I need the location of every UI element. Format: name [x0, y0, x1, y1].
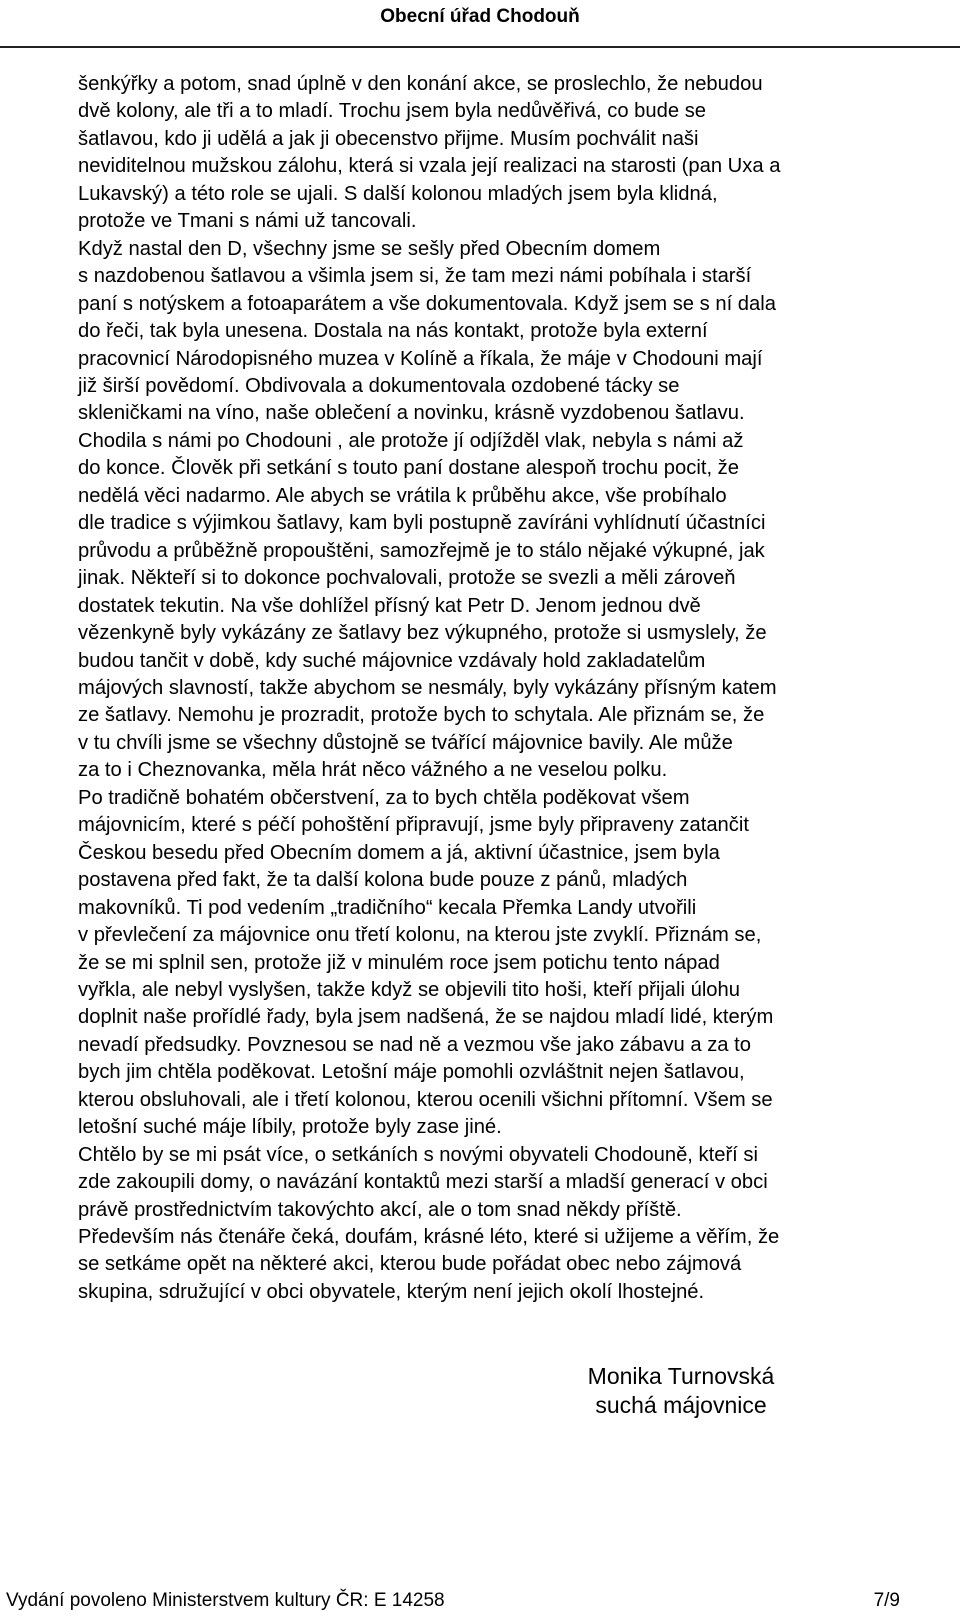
text-line: skleničkami na víno, naše oblečení a novinku, krásně vyzdobenou šatlavu. [78, 402, 745, 425]
text-line: vyřkla, ale nebyl vyslyšen, takže když se objevili tito hoši, kteří přijali úlohu [78, 978, 740, 1001]
page-header [0, 0, 960, 50]
text-line: letošní suché máje líbily, protože byly zase jiné. [78, 1116, 502, 1139]
page-number: 7/9 [873, 1590, 900, 1611]
text-line: se setkáme opět na některé akci, kterou bude pořádat obec nebo zájmová [78, 1253, 742, 1276]
text-line: májových slavností, takže abychom se nesmály, byly vykázány přísným katem [78, 676, 777, 699]
text-line: protože ve Tmani s námi už tancovali. [78, 210, 417, 233]
text-line: májovnicím, které s péčí pohoštění připravují, jsme byly připraveny zatančit [78, 814, 749, 837]
text-line: Chtělo by se mi psát více, o setkáních s novými obyvateli Chodouně, kteří si [78, 1143, 758, 1166]
signature-name: Monika Turnovská [587, 1363, 775, 1389]
text-line: zde zakoupili domy, o navázání kontaktů mezi starší a mladší generací v obci [78, 1171, 768, 1194]
text-line: makovníků. Ti pod vedením „tradičního“ kecala Přemka Landy utvořili [78, 896, 697, 919]
text-line: nedělá věci nadarmo. Ale abych se vrátila k průběhu akce, vše probíhalo [78, 484, 727, 507]
text-line: šenkýřky a potom, snad úplně v den konání akce, se proslechlo, že nebudou [78, 73, 763, 95]
text-line: doplnit naše prořídlé řady, byla jsem nadšená, že se najdou mladí lidé, kterým [78, 1006, 774, 1029]
page-footer [0, 1590, 960, 1620]
text-line: ze šatlavy. Nemohu je prozradit, protože bych to schytala. Ale přiznám se, že [78, 704, 765, 727]
text-line: v převlečení za májovnice onu třetí kolonu, na kterou jste zvyklí. Přiznám se, [78, 924, 762, 947]
text-line: Českou besedu před Obecním domem a já, aktivní účastnice, jsem byla [78, 841, 720, 864]
text-line: že se mi splnil sen, protože již v minulém roce jsem potichu tento nápad [78, 951, 720, 974]
publication-permit: Vydání povoleno Ministerstvem kultury ČR: E 14258 [6, 1590, 445, 1611]
text-line: paní s notýskem a fotoaparátem a vše dokumentovala. Když jsem se s ní dala [78, 292, 776, 315]
text-line: v tu chvíli jsme se všechny důstojně se tvářící májovnice bavily. Ale může [78, 731, 733, 754]
text-line: vězenkyně byly vykázány ze šatlavy bez výkupného, protože si usmyslely, že [78, 622, 767, 645]
text-line: Chodila s námi po Chodouni , ale protože jí odjížděl vlak, nebyla s námi až [78, 429, 744, 452]
text-line: Když nastal den D, všechny jsme se sešly před Obecním domem [78, 237, 661, 260]
text-line: kterou obsluhovali, ale i třetí kolonou, kterou ocenili všichni přítomní. Všem se [78, 1088, 773, 1111]
signature-block [560, 1362, 802, 1420]
page-header-title: Obecní úřad Chodouň [380, 6, 580, 27]
text-line: Lukavský) a této role se ujali. S další kolonou mladých jsem byla klidná, [78, 182, 718, 205]
text-line: postavena před fakt, že ta další kolona bude pouze z pánů, mladých [78, 869, 688, 892]
text-line: dvě kolony, ale tři a to mladí. Trochu jsem byla nedůvěřivá, co bude se [78, 100, 707, 123]
header-divider [0, 46, 960, 48]
text-line: Po tradičně bohatém občerstvení, za to bych chtěla poděkovat všem [78, 786, 690, 809]
text-line: skupina, sdružující v obci obyvatele, kterým není jejich okolí lhostejné. [78, 1280, 705, 1303]
text-line: bych jim chtěla poděkovat. Letošní máje pomohli ozvláštnit nejen šatlavou, [78, 1061, 745, 1084]
text-line: neviditelnou mužskou zálohu, která si vzala její realizaci na starosti (pan Uxa a [78, 155, 781, 178]
text-line: šatlavou, kdo ji udělá a jak ji obecenstvo přijme. Musím pochválit naši [78, 127, 699, 150]
text-line: nevadí předsudky. Povznesou se nad ně a vezmou vše jako zábavu a za to [78, 1033, 751, 1056]
text-line: za to i Cheznovanka, měla hrát něco vážného a ne veselou polku. [78, 759, 668, 782]
text-line: průvodu a průběžně propouštěni, samozřejmě je to stálo nějaké výkupné, jak [78, 539, 765, 562]
text-line: do konce. Člověk při setkání s touto paní dostane alespoň trochu pocit, že [78, 457, 739, 480]
text-line: právě prostřednictvím takovýchto akcí, ale o tom snad někdy příště. [78, 1198, 682, 1221]
text-line: dle tradice s výjimkou šatlavy, kam byli postupně zavíráni vyhlídnutí účastníci [78, 512, 766, 535]
text-line: do řeči, tak byla unesena. Dostala na nás kontakt, protože byla externí [78, 320, 708, 343]
article-body [78, 71, 948, 1306]
text-line: jinak. Někteří si to dokonce pochvalovali, protože se svezli a měli zároveň [78, 567, 736, 590]
text-line: Především nás čtenáře čeká, doufám, krásné léto, které si užijeme a věřím, že [78, 1226, 780, 1249]
signature-role: suchá májovnice [595, 1392, 767, 1418]
text-line: s nazdobenou šatlavou a všimla jsem si, že tam mezi námi pobíhala i starší [78, 265, 752, 288]
text-line: již širší povědomí. Obdivovala a dokumentovala ozdobené tácky se [78, 374, 680, 397]
text-line: dostatek tekutin. Na vše dohlížel přísný kat Petr D. Jenom jednou dvě [78, 594, 701, 617]
text-line: pracovnicí Národopisného muzea v Kolíně a říkala, že máje v Chodouni mají [78, 347, 763, 370]
text-line: budou tančit v době, kdy suché májovnice vzdávaly hold zakladatelům [78, 649, 706, 672]
